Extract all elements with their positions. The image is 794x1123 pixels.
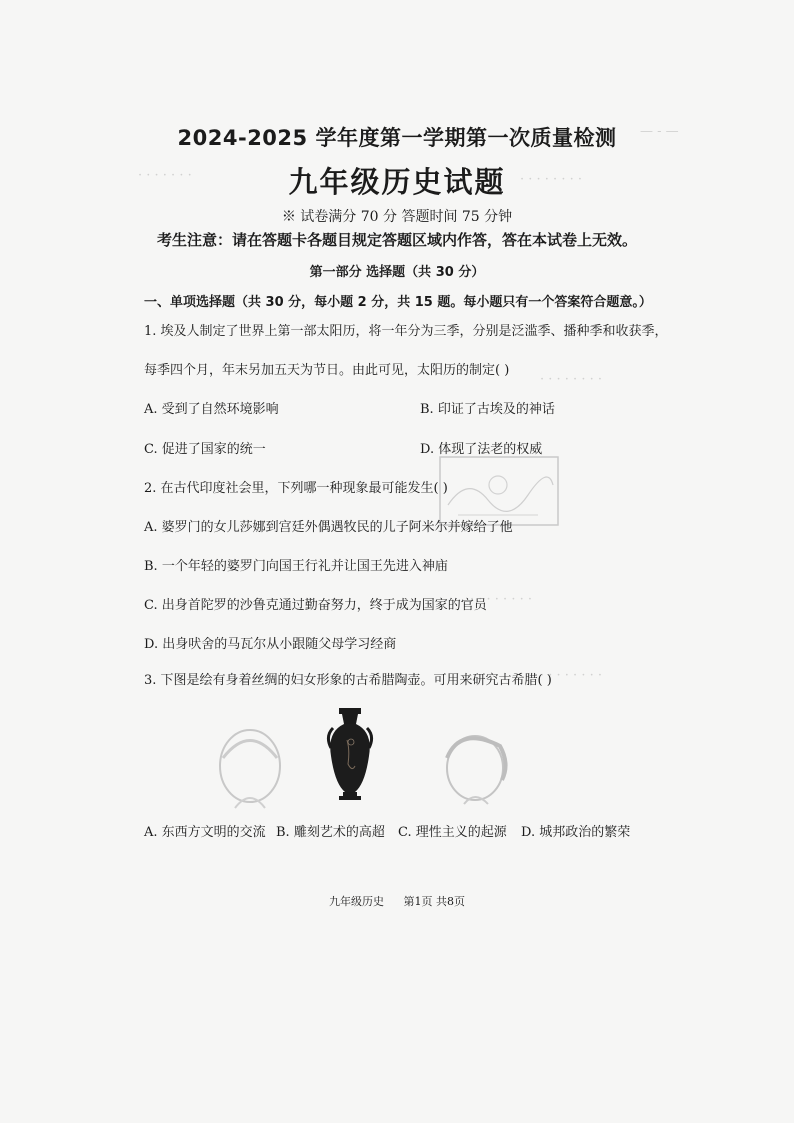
exam-title-line1: 2024-2025 学年度第一学期第一次质量检测 — [177, 126, 617, 150]
page-footer — [0, 893, 794, 909]
question-2-option-d: D. 出身吠舍的马瓦尔从小跟随父母学习经商 — [144, 637, 397, 652]
question-1-option-b: B. 印证了古埃及的神话 — [420, 402, 555, 417]
question-3-stem: 3. 下图是绘有身着丝绸的妇女形象的古希腊陶壶。可用来研究古希腊( ) — [144, 673, 552, 688]
question-3-option-a: A. 东西方文明的交流 — [144, 825, 266, 840]
question-3-option-d: D. 城邦政治的繁荣 — [521, 825, 631, 840]
question-1-line1: 1. 埃及人制定了世界上第一部太阳历，将一年分为三季，分别是泛滥季、播种季和收获季， — [144, 324, 668, 339]
bleed-through-mark: · · · · · · · · — [520, 172, 582, 187]
question-2-option-c: C. 出身首陀罗的沙鲁克通过勤奋努力，终于成为国家的官员 — [144, 598, 487, 613]
question-1-option-d: D. 体现了法老的权威 — [420, 442, 543, 457]
faint-portrait-right — [430, 724, 520, 816]
exam-info: ※ 试卷满分 70 分 答题时间 75 分钟 — [281, 209, 513, 225]
greek-vase-image — [325, 706, 375, 801]
question-3-option-b: B. 雕刻艺术的高超 — [276, 825, 385, 840]
section-heading: 一、单项选择题（共 30 分，每小题 2 分，共 15 题。每小题只有一个答案符合题意。） — [144, 295, 652, 310]
bleed-through-mark: · · · · · · · · — [540, 668, 602, 683]
question-2-option-b: B. 一个年轻的婆罗门向国王行礼并让国王先进入神庙 — [144, 559, 448, 574]
question-2-stem: 2. 在古代印度社会里，下列哪一种现象最可能发生( ) — [144, 481, 448, 496]
question-2-option-a: A. 婆罗门的女儿莎娜到宫廷外偶遇牧民的儿子阿米尔并嫁给了他 — [144, 520, 513, 535]
footer-subject: 九年级历史 — [329, 895, 384, 908]
exam-notice: 考生注意：请在答题卡各题目规定答题区域内作答，答在本试卷上无效。 — [156, 231, 637, 249]
question-1-option-a: A. 受到了自然环境影响 — [144, 402, 279, 417]
part-title: 第一部分 选择题（共 30 分） — [309, 265, 485, 280]
question-1-line2: 每季四个月，年末另加五天为节日。由此可见，太阳历的制定( ) — [144, 363, 510, 378]
question-1-option-c: C. 促进了国家的统一 — [144, 442, 266, 457]
exam-title-line2: 九年级历史试题 — [288, 165, 506, 199]
footer-page-number: 第1页 共8页 — [403, 895, 465, 908]
bleed-through-mark: · · · · · · · · — [470, 592, 532, 607]
bleed-through-mark: — - — — [640, 124, 679, 139]
faint-portrait-left — [205, 718, 295, 818]
question-3-option-c: C. 理性主义的起源 — [398, 825, 507, 840]
bleed-through-mark: · · · · · · · — [138, 168, 192, 183]
bleed-through-mark: · · · · · · · · — [540, 372, 602, 387]
